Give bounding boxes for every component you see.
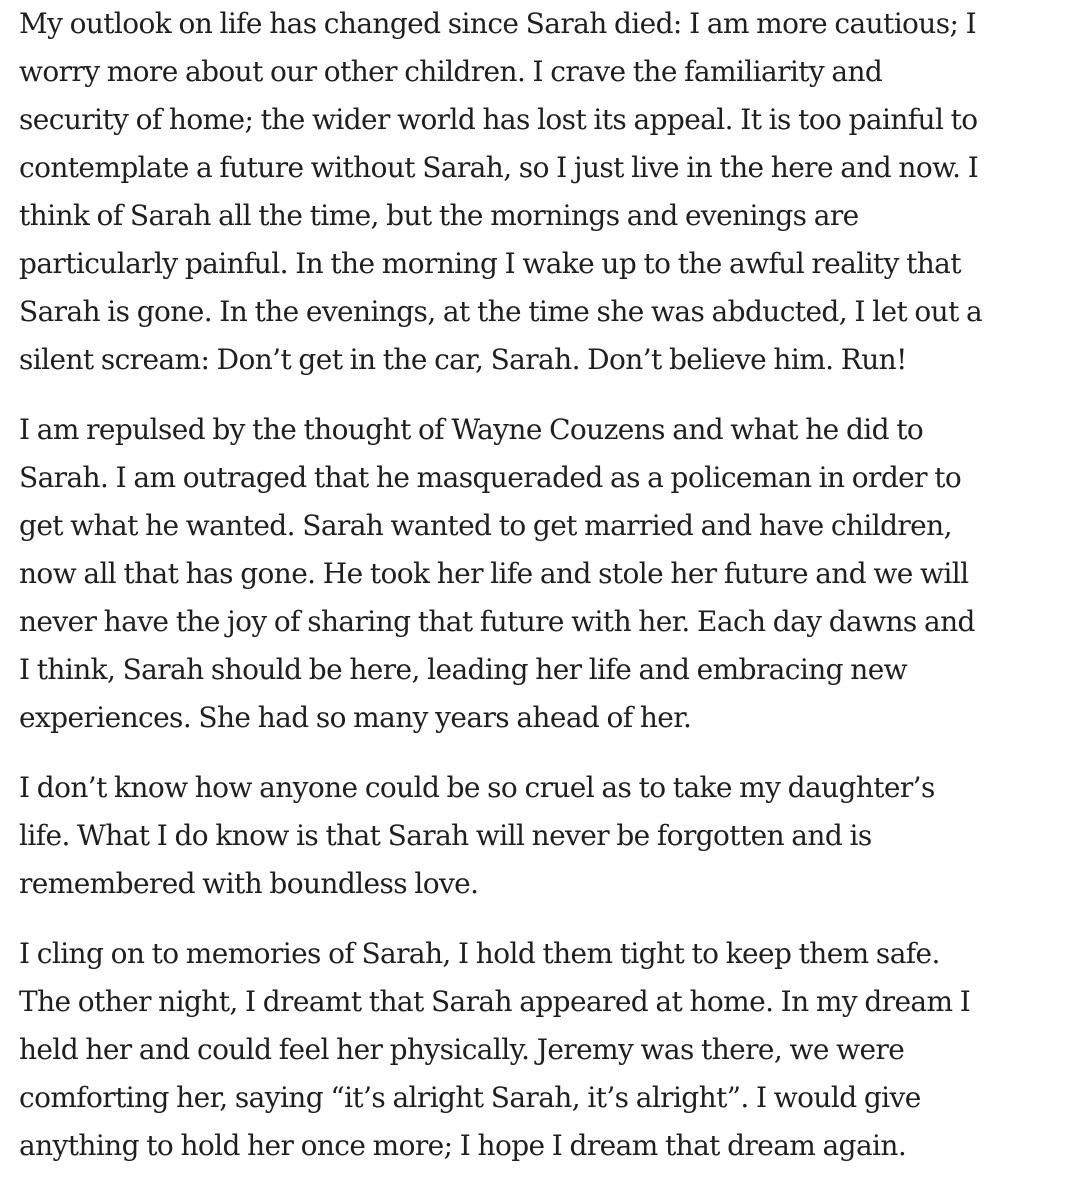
article-body [19, 0, 1069, 1192]
text-line: comforting her, saying “it’s alright Sarah, it’s alright”. I would give [19, 1081, 921, 1114]
text-line: security of home; the wider world has lost its appeal. It is too painful to [19, 103, 978, 136]
text-line: held her and could feel her physically. Jeremy was there, we were [19, 1033, 905, 1066]
text-line: remembered with boundless love. [19, 867, 479, 900]
text-line: Sarah is gone. In the evenings, at the time she was abducted, I let out a [19, 295, 983, 328]
paragraph-4 [19, 930, 1069, 1170]
text-line: Sarah. I am outraged that he masqueraded as a policeman in order to [19, 461, 962, 494]
text-line: My outlook on life has changed since Sarah died: I am more cautious; I [19, 7, 977, 40]
paragraph-3 [19, 764, 1069, 908]
text-line: get what he wanted. Sarah wanted to get married and have children, [19, 509, 952, 542]
text-line: I cling on to memories of Sarah, I hold them tight to keep them safe. [19, 937, 940, 970]
text-line: The other night, I dreamt that Sarah appeared at home. In my dream I [19, 985, 971, 1018]
text-line: experiences. She had so many years ahead of her. [19, 701, 692, 734]
text-line: think of Sarah all the time, but the mornings and evenings are [19, 199, 859, 232]
text-line: now all that has gone. He took her life and stole her future and we will [19, 557, 969, 590]
text-line: anything to hold her once more; I hope I dream that dream again. [19, 1129, 907, 1162]
text-line: never have the joy of sharing that future with her. Each day dawns and [19, 605, 975, 638]
text-line: I don’t know how anyone could be so cruel as to take my daughter’s [19, 771, 935, 804]
paragraph-1 [19, 0, 1069, 384]
text-line: silent scream: Don’t get in the car, Sarah. Don’t believe him. Run! [19, 343, 907, 376]
text-line: particularly painful. In the morning I wake up to the awful reality that [19, 247, 961, 280]
text-line: worry more about our other children. I crave the familiarity and [19, 55, 883, 88]
text-line: life. What I do know is that Sarah will never be forgotten and is [19, 819, 872, 852]
text-line: I am repulsed by the thought of Wayne Couzens and what he did to [19, 413, 924, 446]
text-line: I think, Sarah should be here, leading her life and embracing new [19, 653, 908, 686]
paragraph-2 [19, 406, 1069, 742]
text-line: contemplate a future without Sarah, so I just live in the here and now. I [19, 151, 979, 184]
